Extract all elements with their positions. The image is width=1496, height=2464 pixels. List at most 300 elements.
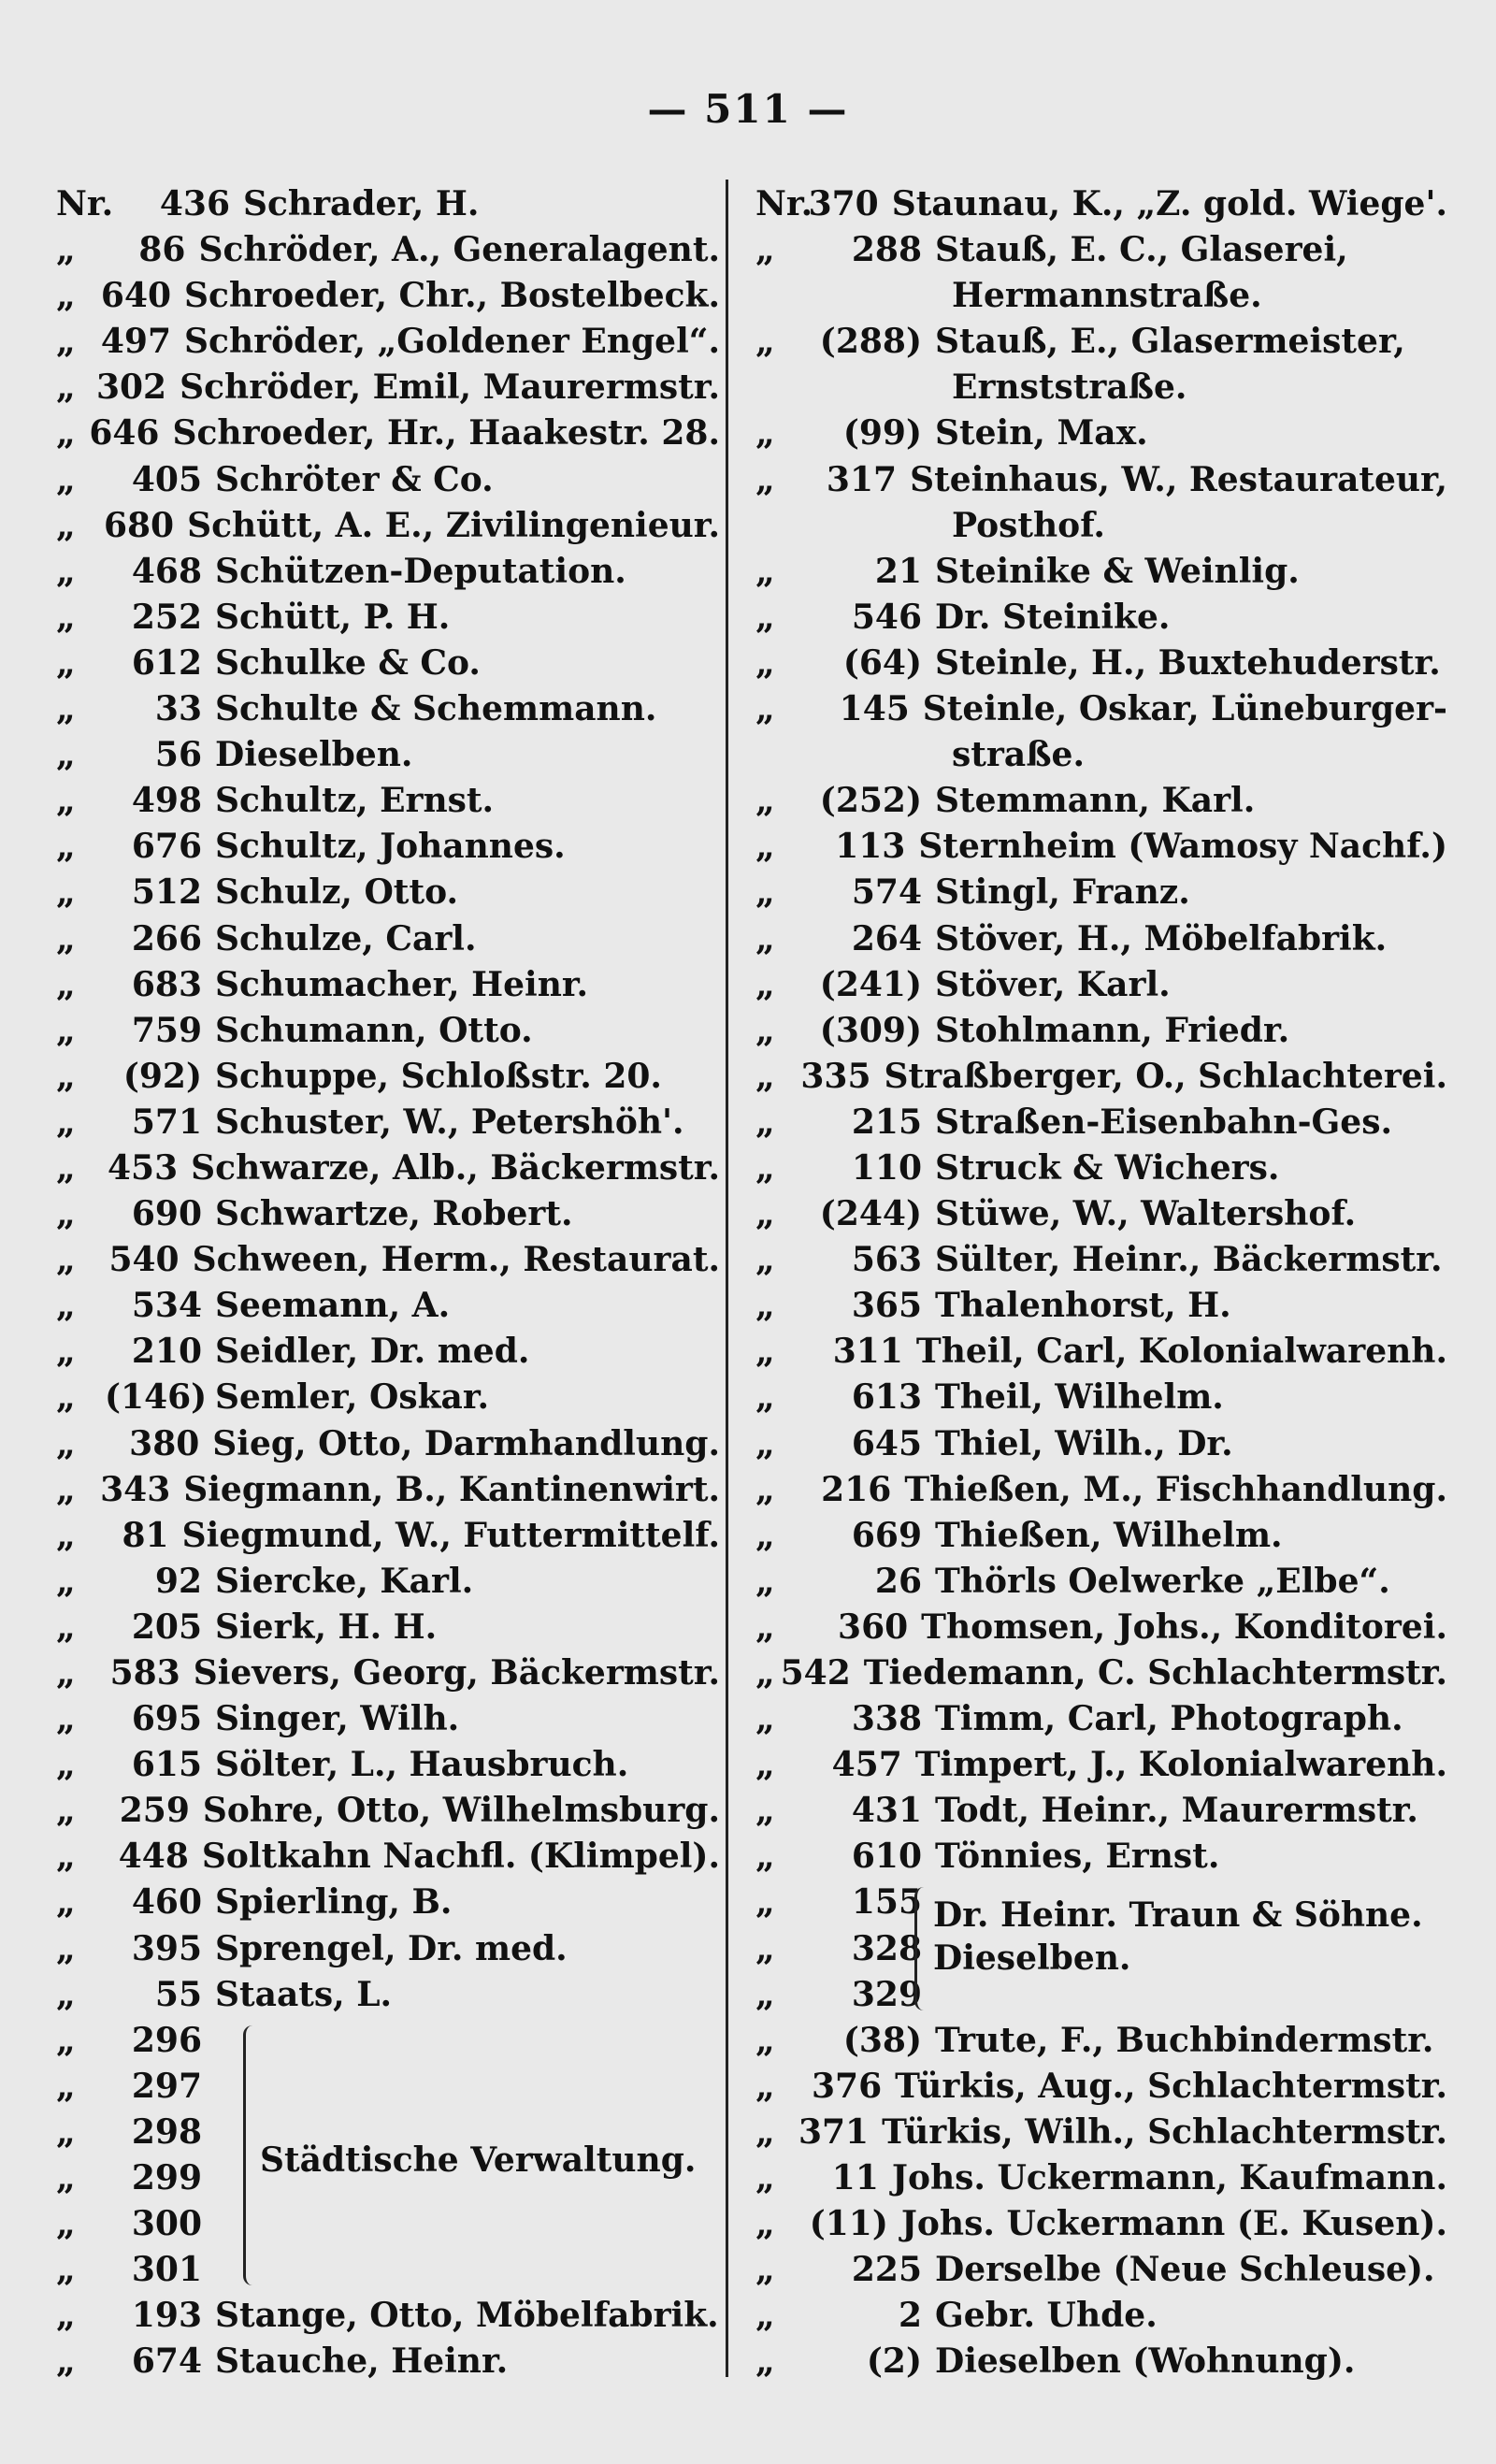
entry-prefix: „ xyxy=(56,689,76,729)
entry-name: Seemann, A. xyxy=(215,1286,451,1326)
entry-prefix: „ xyxy=(755,459,775,499)
entry-number: 311 xyxy=(832,1332,903,1372)
group-label: Dieselben. xyxy=(933,1938,1131,1979)
entry-name: Schröder, Emil, Maurermstr. xyxy=(180,367,720,408)
entry-number: (241) xyxy=(819,964,922,1004)
entry-prefix: „ xyxy=(56,735,76,775)
entry-number: 646 xyxy=(89,413,160,454)
entry-name: Stöver, Karl. xyxy=(935,964,1171,1004)
entry-prefix: „ xyxy=(56,2066,76,2106)
entry-name: Schultz, Ernst. xyxy=(215,781,495,821)
directory-entry xyxy=(56,227,720,273)
entry-name-continued: Ernststraße. xyxy=(952,367,1187,408)
entry-number: 610 xyxy=(851,1837,922,1877)
entry-prefix: „ xyxy=(755,2250,775,2290)
entry-number: 296 xyxy=(131,2020,202,2060)
entry-prefix: „ xyxy=(56,642,76,683)
entry-name: Schützen-Deputation. xyxy=(215,551,626,591)
brace xyxy=(243,2025,259,2286)
entry-name: Schulz, Otto. xyxy=(215,872,458,913)
directory-entry xyxy=(755,227,1447,273)
page-number: — 511 — xyxy=(647,86,849,132)
entry-name: Stein, Max. xyxy=(935,413,1148,454)
directory-entry xyxy=(755,1742,1447,1788)
entry-prefix: „ xyxy=(755,597,775,637)
entry-number: 405 xyxy=(131,459,202,499)
entry-name: Stemmann, Karl. xyxy=(935,781,1256,821)
entry-number: 205 xyxy=(131,1607,202,1647)
entry-prefix: „ xyxy=(755,689,775,729)
entry-prefix: „ xyxy=(56,872,76,913)
entry-number: 338 xyxy=(851,1699,922,1739)
entry-name: Stöver, H., Möbelfabrik. xyxy=(935,918,1388,958)
grouped-entries xyxy=(755,1880,1447,2017)
entry-prefix: „ xyxy=(755,2066,775,2106)
entry-number: 759 xyxy=(131,1010,202,1050)
directory-entry xyxy=(56,732,720,778)
entry-prefix: „ xyxy=(755,964,775,1004)
entry-number: 33 xyxy=(154,689,202,729)
entry-number: 56 xyxy=(154,735,202,775)
directory-entry xyxy=(56,1375,720,1420)
directory-entry xyxy=(56,1467,720,1513)
entry-name: Timm, Carl, Photograph. xyxy=(935,1699,1403,1739)
entry-number: 225 xyxy=(851,2250,922,2290)
entry-number: 264 xyxy=(851,918,922,958)
entry-number: 680 xyxy=(103,505,175,545)
entry-number: (309) xyxy=(819,1010,922,1050)
entry-number: 252 xyxy=(131,597,202,637)
directory-entry xyxy=(56,595,720,641)
entry-name: Thießen, Wilhelm. xyxy=(935,1515,1283,1555)
entry-prefix: „ xyxy=(56,1377,76,1418)
directory-entry xyxy=(56,824,720,870)
entry-prefix: „ xyxy=(56,2020,76,2060)
entry-prefix: „ xyxy=(755,872,775,913)
entry-number: 302 xyxy=(95,367,167,408)
entry-prefix: „ xyxy=(56,2204,76,2244)
entry-prefix: „ xyxy=(755,1240,775,1280)
entry-name: Struck & Wichers. xyxy=(935,1147,1280,1188)
entry-number: 563 xyxy=(851,1240,922,1280)
directory-entry xyxy=(755,1191,1447,1237)
entry-number: 690 xyxy=(131,1194,202,1234)
entry-name: Schuster, W., Petershöh'. xyxy=(215,1102,684,1142)
entry-name: Türkis, Aug., Schlachtermstr. xyxy=(895,2066,1447,2106)
directory-entry xyxy=(755,319,1447,365)
directory-entry xyxy=(755,181,1447,227)
entry-prefix: „ xyxy=(56,1332,76,1372)
entry-name: Dieselben. xyxy=(215,735,413,775)
entry-number: 26 xyxy=(874,1561,922,1601)
entry-prefix: „ xyxy=(755,2204,775,2244)
entry-number: 431 xyxy=(851,1791,922,1831)
entry-prefix: „ xyxy=(56,322,76,362)
entry-number: 317 xyxy=(826,459,898,499)
directory-entry xyxy=(56,686,720,732)
entry-prefix: „ xyxy=(755,2111,775,2152)
directory-entry xyxy=(755,595,1447,641)
entry-number: 612 xyxy=(131,642,202,683)
entry-name: Schwarze, Alb., Bäckermstr. xyxy=(191,1147,720,1188)
entry-number: (146) xyxy=(105,1377,208,1418)
entry-name: Trute, F., Buchbindermstr. xyxy=(935,2020,1434,2060)
entry-number: 370 xyxy=(808,184,879,223)
entry-prefix: „ xyxy=(56,827,76,867)
entry-name: Dieselben (Wohnung). xyxy=(935,2342,1356,2382)
entry-number: 683 xyxy=(131,964,202,1004)
directory-entry xyxy=(56,2293,720,2339)
entry-prefix: „ xyxy=(755,918,775,958)
directory-entry xyxy=(755,1788,1447,1834)
entry-number: 542 xyxy=(780,1653,851,1693)
entry-number: 512 xyxy=(131,872,202,913)
entry-number: 301 xyxy=(131,2250,202,2290)
entry-name: Todt, Heinr., Maurermstr. xyxy=(935,1791,1418,1831)
entry-number: 695 xyxy=(131,1699,202,1739)
directory-entry xyxy=(755,1559,1447,1605)
entry-name: Steinle, Oskar, Lüneburger- xyxy=(922,689,1447,729)
entry-prefix: „ xyxy=(755,1607,775,1647)
directory-entry xyxy=(56,1237,720,1283)
entry-prefix: „ xyxy=(56,1102,76,1142)
directory-entry xyxy=(56,1788,720,1834)
directory-entry xyxy=(755,1513,1447,1559)
entry-prefix: „ xyxy=(56,1515,76,1555)
directory-entry xyxy=(56,503,720,549)
directory-entry xyxy=(56,1650,720,1696)
entry-name: Sievers, Georg, Bäckermstr. xyxy=(193,1653,720,1693)
entry-name: Sölter, L., Hausbruch. xyxy=(215,1745,629,1785)
entry-prefix: „ xyxy=(56,1056,76,1096)
entry-name: Soltkahn Nachfl. (Klimpel). xyxy=(201,1837,720,1877)
directory-entry xyxy=(755,641,1447,686)
directory-entry xyxy=(755,1100,1447,1146)
entry-name: Steinike & Weinlig. xyxy=(935,551,1300,591)
directory-entry xyxy=(755,411,1447,456)
entry-prefix: „ xyxy=(755,642,775,683)
directory-entry xyxy=(56,870,720,915)
directory-entry xyxy=(56,916,720,962)
entry-name: Singer, Wilh. xyxy=(215,1699,460,1739)
entry-number: 360 xyxy=(838,1607,909,1647)
entry-prefix: „ xyxy=(56,1561,76,1601)
directory-entry xyxy=(56,411,720,456)
directory-entry xyxy=(755,2064,1447,2110)
entry-name: Gebr. Uhde. xyxy=(935,2296,1158,2336)
entry-number: 540 xyxy=(108,1240,180,1280)
entry-prefix: „ xyxy=(56,1469,76,1509)
entry-prefix: Nr. xyxy=(755,184,813,223)
entry-prefix: „ xyxy=(56,367,76,408)
entry-number: 86 xyxy=(138,230,186,270)
entry-prefix: „ xyxy=(755,1653,775,1693)
entry-prefix: „ xyxy=(56,1607,76,1647)
entry-name: Thörls Oelwerke „Elbe“. xyxy=(935,1561,1390,1601)
entry-name: Staats, L. xyxy=(215,1974,393,2014)
entry-prefix: „ xyxy=(755,1791,775,1831)
entry-prefix: „ xyxy=(56,1837,76,1877)
directory-entry xyxy=(56,1283,720,1329)
directory-entry xyxy=(755,686,1447,732)
entry-number: (38) xyxy=(842,2020,922,2060)
entry-name: Stüwe, W., Waltershof. xyxy=(935,1194,1357,1234)
left-column xyxy=(56,181,720,2385)
entry-prefix: „ xyxy=(755,413,775,454)
entry-prefix: „ xyxy=(755,1882,775,1923)
entry-prefix: „ xyxy=(755,1515,775,1555)
entry-prefix: „ xyxy=(56,1423,76,1463)
entry-name: Schröder, A., Generalagent. xyxy=(198,230,720,270)
entry-number: (11) xyxy=(809,2204,888,2244)
entry-prefix: „ xyxy=(56,551,76,591)
entry-name: Straßen-Eisenbahn-Ges. xyxy=(935,1102,1392,1142)
entry-prefix: „ xyxy=(56,2250,76,2290)
entry-prefix: „ xyxy=(755,230,775,270)
entry-name: Straßberger, O., Schlachterei. xyxy=(884,1056,1447,1096)
directory-entry xyxy=(755,778,1447,824)
entry-number: 365 xyxy=(851,1286,922,1326)
entry-prefix: „ xyxy=(56,505,76,545)
directory-entry xyxy=(56,1513,720,1559)
directory-entry xyxy=(56,2201,720,2247)
entry-number: 297 xyxy=(131,2066,202,2106)
entry-number: 81 xyxy=(122,1515,169,1555)
entry-name: Siegmann, B., Kantinenwirt. xyxy=(183,1469,720,1509)
entry-name: Sohre, Otto, Wilhelmsburg. xyxy=(202,1791,720,1831)
entry-name: Tiedemann, C. Schlachtermstr. xyxy=(863,1653,1447,1693)
entry-prefix: „ xyxy=(56,1745,76,1785)
entry-number: 145 xyxy=(839,689,910,729)
entry-name: Schröter & Co. xyxy=(215,459,494,499)
entry-number: 640 xyxy=(100,276,172,316)
entry-number: 395 xyxy=(131,1928,202,1968)
entry-prefix: Nr. xyxy=(56,184,114,223)
entry-name: Schröder, „Goldener Engel“. xyxy=(184,322,720,362)
directory-entry xyxy=(755,503,1447,549)
entry-name: Stauß, E. C., Glaserei, xyxy=(935,230,1348,270)
brace xyxy=(914,1887,930,2010)
entry-prefix: „ xyxy=(755,1102,775,1142)
entry-prefix: „ xyxy=(755,1928,775,1968)
directory-entry xyxy=(56,1054,720,1100)
entry-prefix: „ xyxy=(56,1699,76,1739)
directory-entry xyxy=(755,2201,1447,2247)
entry-number: 329 xyxy=(851,1974,922,2014)
entry-name: Sieg, Otto, Darmhandlung. xyxy=(212,1423,720,1463)
entry-name: Staunau, K., „Z. gold. Wiege'. xyxy=(891,184,1447,223)
directory-entry xyxy=(56,2064,720,2110)
column-divider xyxy=(726,180,728,2377)
entry-prefix: „ xyxy=(56,1653,76,1693)
entry-name: Stingl, Franz. xyxy=(935,872,1190,913)
entry-prefix: „ xyxy=(755,1377,775,1418)
entry-prefix: „ xyxy=(56,781,76,821)
entry-name: Stohlmann, Friedr. xyxy=(935,1010,1290,1050)
directory-entry xyxy=(56,181,720,227)
directory-entry xyxy=(56,962,720,1008)
entry-name: Sülter, Heinr., Bäckermstr. xyxy=(935,1240,1443,1280)
entry-number: 371 xyxy=(798,2111,870,2152)
entry-name: Steinle, H., Buxtehuderstr. xyxy=(935,642,1441,683)
entry-number: 448 xyxy=(118,1837,189,1877)
entry-number: 674 xyxy=(131,2342,202,2382)
entry-name: Stange, Otto, Möbelfabrik. xyxy=(215,2296,719,2336)
entry-prefix: „ xyxy=(755,2296,775,2336)
directory-entry xyxy=(755,1329,1447,1375)
entry-name: Schulte & Schemmann. xyxy=(215,689,657,729)
entry-name: Schween, Herm., Restaurat. xyxy=(192,1240,720,1280)
entry-name: Johs. Uckermann, Kaufmann. xyxy=(891,2158,1447,2198)
entry-number: 300 xyxy=(131,2204,202,2244)
entry-name: Siercke, Karl. xyxy=(215,1561,474,1601)
entry-prefix: „ xyxy=(56,2111,76,2152)
entry-prefix: „ xyxy=(56,459,76,499)
directory-entry xyxy=(56,319,720,365)
directory-entry xyxy=(755,2339,1447,2385)
directory-entry xyxy=(56,641,720,686)
entry-name: Schroeder, Hr., Haakestr. 28. xyxy=(172,413,720,454)
entry-prefix: „ xyxy=(56,918,76,958)
directory-entry xyxy=(56,2247,720,2293)
entry-prefix: „ xyxy=(56,597,76,637)
entry-number: 498 xyxy=(131,781,202,821)
entry-prefix: „ xyxy=(755,1469,775,1509)
entry-prefix: „ xyxy=(56,1882,76,1923)
directory-entry xyxy=(755,2110,1447,2155)
entry-number: (288) xyxy=(819,322,922,362)
entry-name: Schulze, Carl. xyxy=(215,918,477,958)
entry-name: Theil, Wilhelm. xyxy=(935,1377,1224,1418)
entry-number: 2 xyxy=(898,2296,922,2336)
entry-prefix: „ xyxy=(56,276,76,316)
entry-number: 534 xyxy=(131,1286,202,1326)
entry-name: Schulke & Co. xyxy=(215,642,481,683)
entry-prefix: „ xyxy=(755,1332,775,1372)
entry-name: Schuppe, Schloßstr. 20. xyxy=(215,1056,662,1096)
directory-entry xyxy=(56,273,720,319)
entry-prefix: „ xyxy=(56,1791,76,1831)
entry-number: 436 xyxy=(159,184,230,223)
directory-entry xyxy=(56,1834,720,1880)
entry-name: Stauche, Heinr. xyxy=(215,2342,509,2382)
entry-number: 55 xyxy=(154,1974,202,2014)
directory-entry xyxy=(755,916,1447,962)
entry-prefix: „ xyxy=(755,1147,775,1188)
entry-number: 380 xyxy=(129,1423,200,1463)
entry-number: 343 xyxy=(100,1469,171,1509)
entry-number: 376 xyxy=(811,2066,883,2106)
directory-entry xyxy=(755,962,1447,1008)
directory-entry xyxy=(755,824,1447,870)
entry-number: 193 xyxy=(131,2296,202,2336)
directory-entry xyxy=(755,870,1447,915)
entry-name: Schroeder, Chr., Bostelbeck. xyxy=(184,276,720,316)
entry-prefix: „ xyxy=(755,2020,775,2060)
entry-number: 613 xyxy=(851,1377,922,1418)
entry-prefix: „ xyxy=(56,1286,76,1326)
entry-number: 335 xyxy=(800,1056,871,1096)
directory-entry xyxy=(755,273,1447,319)
directory-entry xyxy=(56,1008,720,1054)
directory-entry xyxy=(56,1972,720,2018)
entry-name-continued: straße. xyxy=(952,735,1085,775)
right-column xyxy=(755,181,1447,2385)
directory-entry xyxy=(755,1421,1447,1467)
directory-entry xyxy=(56,1605,720,1650)
entry-number: 453 xyxy=(108,1147,179,1188)
entry-name: Stauß, E., Glasermeister, xyxy=(935,322,1405,362)
entry-prefix: „ xyxy=(56,964,76,1004)
directory-entry xyxy=(56,1329,720,1375)
directory-entry xyxy=(755,1834,1447,1880)
entry-number: 460 xyxy=(131,1882,202,1923)
entry-name: Sternheim (Wamosy Nachf.) xyxy=(918,827,1447,867)
entry-number: 676 xyxy=(131,827,202,867)
entry-prefix: „ xyxy=(755,1194,775,1234)
entry-number: 574 xyxy=(851,872,922,913)
entry-name: Dr. Steinike. xyxy=(935,597,1171,637)
entry-number: 266 xyxy=(131,918,202,958)
entry-prefix: „ xyxy=(56,1194,76,1234)
entry-name: Sierk, H. H. xyxy=(215,1607,438,1647)
entry-number: 546 xyxy=(851,597,922,637)
entry-name: Schumann, Otto. xyxy=(215,1010,533,1050)
directory-entry xyxy=(755,2293,1447,2339)
entry-prefix: „ xyxy=(56,2342,76,2382)
entry-name: Timpert, J., Kolonialwarenh. xyxy=(914,1745,1447,1785)
entry-number: (2) xyxy=(866,2342,922,2382)
entry-prefix: „ xyxy=(56,1928,76,1968)
entry-name: Schrader, H. xyxy=(243,184,480,223)
entry-prefix: „ xyxy=(755,827,775,867)
entry-prefix: „ xyxy=(56,2296,76,2336)
directory-entry xyxy=(755,365,1447,411)
entry-prefix: „ xyxy=(755,1561,775,1601)
directory-entry xyxy=(56,1100,720,1146)
entry-number: 11 xyxy=(831,2158,879,2198)
entry-prefix: „ xyxy=(755,2342,775,2382)
entry-name: Siegmund, W., Futtermittelf. xyxy=(181,1515,720,1555)
entry-name: Johs. Uckermann (E. Kusen). xyxy=(900,2204,1447,2244)
directory-entry xyxy=(755,1650,1447,1696)
directory-entry xyxy=(56,1559,720,1605)
entry-prefix: „ xyxy=(56,1010,76,1050)
entry-prefix: „ xyxy=(56,1974,76,2014)
entry-name: Schwartze, Robert. xyxy=(215,1194,573,1234)
grouped-entries xyxy=(56,2018,720,2294)
entry-number: 288 xyxy=(851,230,922,270)
entry-number: 645 xyxy=(851,1423,922,1463)
entry-number: 113 xyxy=(835,827,906,867)
directory-entry xyxy=(56,2018,720,2064)
entry-name: Thießen, M., Fischhandlung. xyxy=(904,1469,1447,1509)
entry-number: 299 xyxy=(131,2158,202,2198)
directory-entry xyxy=(755,457,1447,503)
entry-name: Thalenhorst, H. xyxy=(935,1286,1231,1326)
directory-entry xyxy=(755,1375,1447,1420)
entry-name: Derselbe (Neue Schleuse). xyxy=(935,2250,1435,2290)
directory-entry xyxy=(56,1191,720,1237)
entry-prefix: „ xyxy=(56,1240,76,1280)
directory-entry xyxy=(755,2155,1447,2201)
entry-prefix: „ xyxy=(755,2158,775,2198)
entry-number: (92) xyxy=(122,1056,202,1096)
directory-entry xyxy=(755,1008,1447,1054)
entry-name: Seidler, Dr. med. xyxy=(215,1332,530,1372)
entry-prefix: „ xyxy=(56,1147,76,1188)
entry-prefix: „ xyxy=(56,2158,76,2198)
